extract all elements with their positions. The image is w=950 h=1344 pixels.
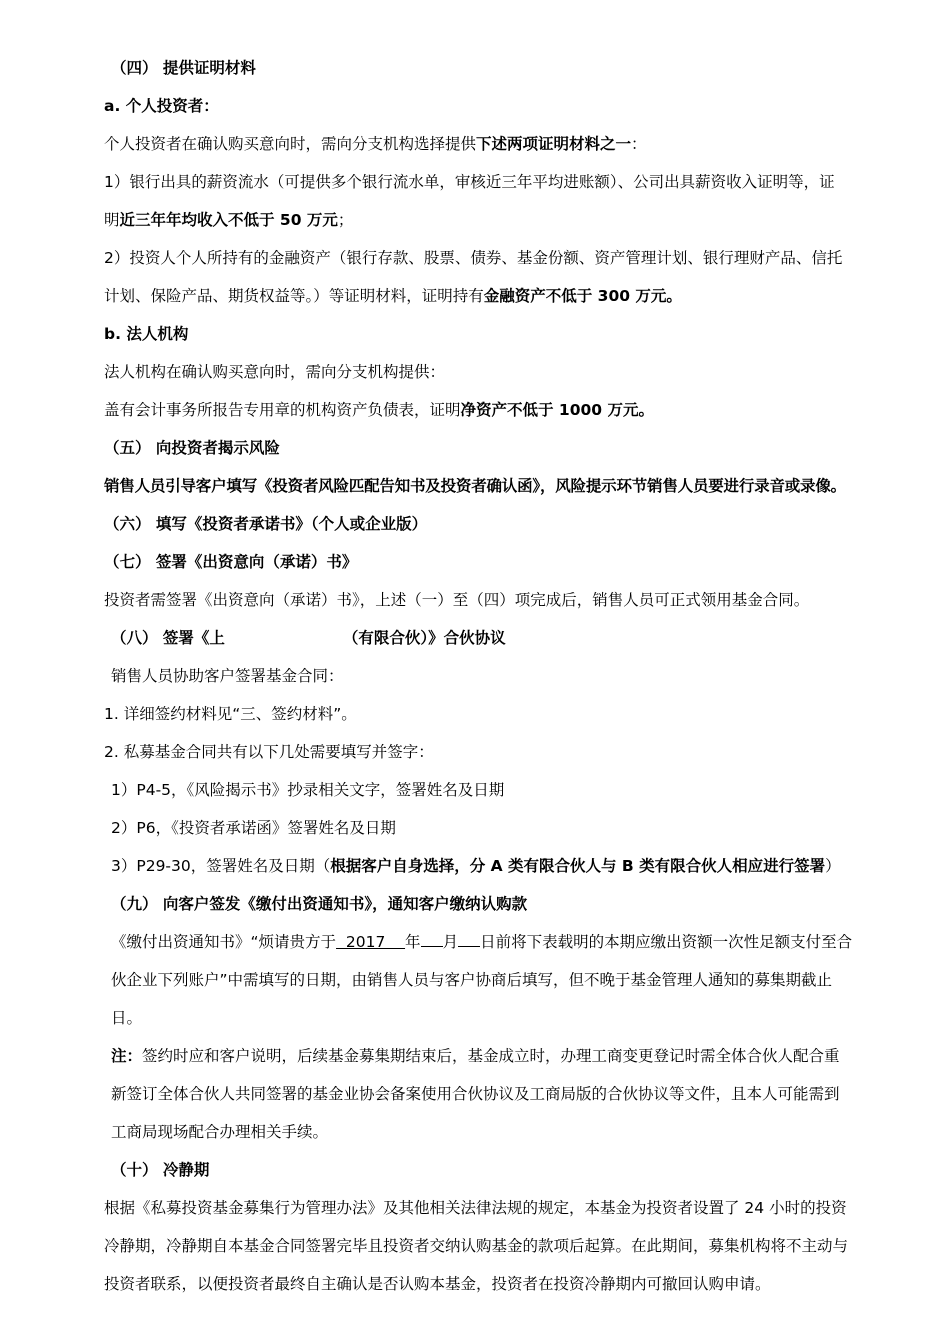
text: 明 [104,211,120,229]
text: 《缴付出资通知书》“烦请贵方于 [111,933,337,951]
emphasis-text: 净资产不低于 1000 万元。 [460,401,654,419]
day-blank [458,930,480,947]
note-label: 注： [111,1047,143,1065]
paragraph: 投资者需签署《出资意向（承诺）书》，上述（一）至（四）项完成后，销售人员可正式领用基金合同。 [104,591,810,609]
section-4-title: （四） 提供证明材料 [111,59,256,77]
text: （八） 签署《上 [111,629,225,647]
section-4b-title: b. 法人机构 [104,325,189,343]
text: 计划、保险产品、期货权益等。）等证明材料，证明持有 [104,287,484,305]
section-5-title: （五） 向投资者揭示风险 [104,439,280,457]
paragraph: 法人机构在确认购买意向时，需向分支机构提供： [104,363,446,381]
paragraph: 冷静期，冷静期自本基金合同签署完毕且投资者交纳认购基金的款项后起算。在此期间，募集机构将不主动与 [104,1237,849,1255]
text: 日前将下表载明的本期应缴出资额一次性足额支付至合 [480,933,853,951]
paragraph: 日。 [111,1009,143,1027]
text: 盖有会计事务所报告专用章的机构资产负债表，证明 [104,401,461,419]
paragraph: 根据《私募投资基金募集行为管理办法》及其他相关法律法规的规定，本基金为投资者设置了 24 小时的投资 [104,1199,847,1217]
section-9-title: （九） 向客户签发《缴付出资通知书》，通知客户缴纳认购款 [111,895,528,913]
emphasis-text: 下述两项证明材料之一 [476,135,632,153]
section-6-title: （六） 填写《投资者承诺书》（个人或企业版） [104,515,428,533]
note-paragraph: 工商局现场配合办理相关手续。 [111,1123,329,1141]
text: ； [337,211,354,229]
section-8-title [111,626,506,650]
list-item [111,854,841,878]
paragraph: 伙企业下列账户”中需填写的日期，由销售人员与客户协商后填写，但不晚于基金管理人通知的募集期截止 [111,971,833,989]
text: （有限合伙）》合伙协议 [342,629,506,647]
list-item: 1）P4-5，《风险揭示书》抄录相关文字，签署姓名及日期 [111,781,505,799]
paragraph [104,208,353,232]
text: ： [631,135,647,153]
text: 3）P29-30，签署姓名及日期（ [111,857,331,875]
paragraph: 1）银行出具的薪资流水（可提供多个银行流水单，审核近三年平均进账额）、公司出具薪资收入证明等，证 [104,173,835,191]
list-item: 2）P6，《投资者承诺函》签署姓名及日期 [111,819,396,837]
section-10-title: （十） 冷静期 [111,1161,210,1179]
paragraph [104,398,654,422]
paragraph [104,284,682,308]
list-item: 2. 私募基金合同共有以下几处需要填写并签字： [104,743,434,761]
note-paragraph: 新签订全体合伙人共同签署的基金业协会备案使用合伙协议及工商局版的合伙协议等文件，且本人可能需到 [111,1085,840,1103]
paragraph [104,132,647,156]
paragraph [111,930,852,954]
emphasis-text: 根据客户自身选择，分 A 类有限合伙人与 B 类有限合伙人相应进行签署 [330,857,826,875]
paragraph: 2）投资人个人所持有的金融资产（银行存款、股票、债券、基金份额、资产管理计划、银行理财产品、信托 [104,249,843,267]
list-item: 1. 详细签约材料见“三、签约材料”。 [104,705,357,723]
paragraph: 销售人员协助客户签署基金合同： [111,667,344,685]
month-blank [421,930,443,947]
paragraph: 投资者联系，以便投资者最终自主确认是否认购本基金，投资者在投资冷静期内可撤回认购申请。 [104,1275,771,1293]
text: 个人投资者在确认购买意向时，需向分支机构选择提供 [104,135,477,153]
emphasis-text: 近三年年均收入不低于 50 万元 [119,211,338,229]
text: 月 [442,933,459,951]
section-4a-title: a. 个人投资者： [104,97,219,115]
section-7-title: （七） 签署《出资意向（承诺）书》 [104,553,358,571]
text: ） [825,857,841,875]
paragraph: 销售人员引导客户填写《投资者风险匹配告知书及投资者确认函》，风险提示环节销售人员要进行录音或录像。 [104,477,846,495]
note-paragraph [111,1044,840,1068]
emphasis-text: 金融资产不低于 300 万元。 [483,287,682,305]
text: 年 [405,933,421,951]
year-blank: 2017 [336,933,406,951]
text: 签约时应和客户说明，后续基金募集期结束后，基金成立时，办理工商变更登记时需全体合伙人配合重 [142,1047,840,1065]
